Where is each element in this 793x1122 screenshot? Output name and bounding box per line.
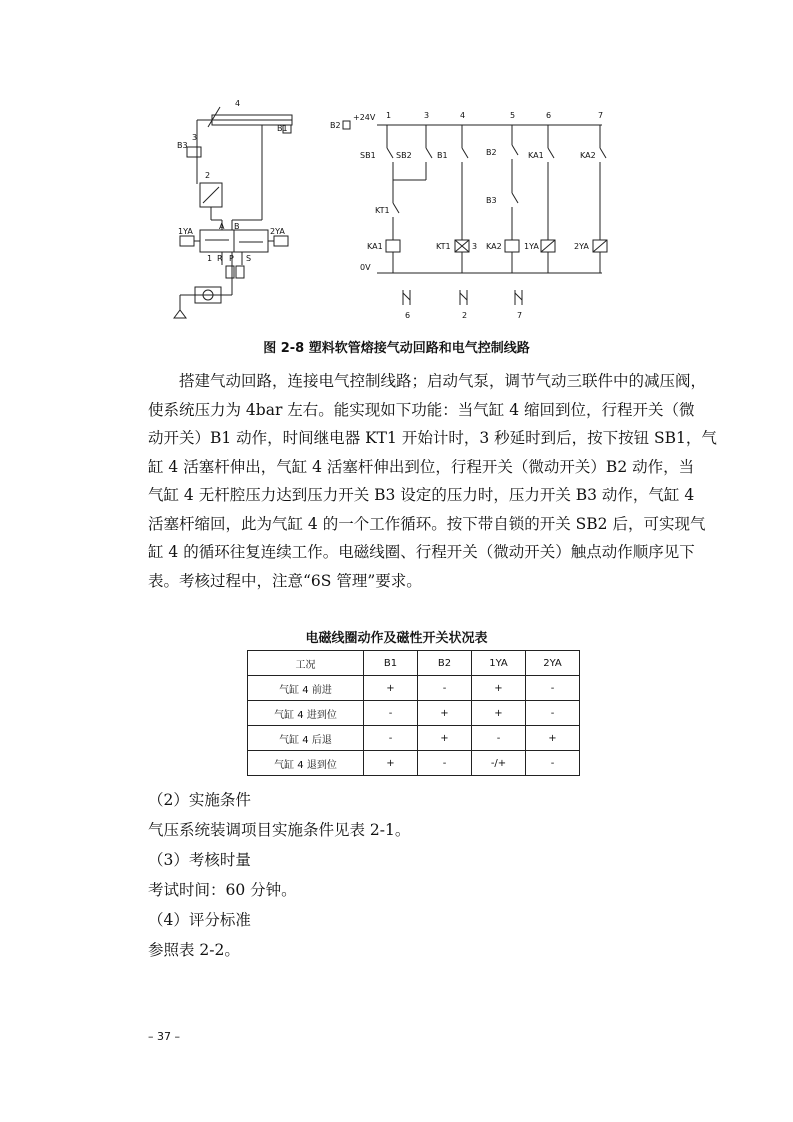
header-cell: 工况	[248, 651, 364, 676]
table-cell: -	[418, 751, 472, 776]
kt1-contact-label: KT1	[375, 206, 390, 215]
1ya-coil-label: 1YA	[524, 242, 539, 251]
table-cell: +	[364, 751, 418, 776]
column-7-label: 7	[598, 111, 604, 120]
paragraph-line: 表。考核过程中，注意“6S 管理”要求。	[148, 571, 422, 590]
table-row	[248, 701, 580, 726]
port-r-label: R	[217, 254, 223, 263]
ka1-coil-label: KA1	[367, 242, 383, 251]
table-row	[248, 726, 580, 751]
table-cell: 气缸 4 进到位	[248, 701, 364, 726]
sb2-label: SB2	[396, 151, 412, 160]
ref-6-label: 6	[405, 311, 411, 320]
table-cell: +	[418, 701, 472, 726]
table-cell: +	[364, 676, 418, 701]
table-header-row	[248, 651, 580, 676]
port-1-label: 1	[207, 254, 213, 263]
sb1-label: SB1	[360, 151, 376, 160]
paragraph-line: 搭建气动回路，连接电气控制线路；启动气泵，调节气动三联件中的减压阀，	[179, 372, 707, 390]
table-cell: -	[472, 726, 526, 751]
table-cell: -	[526, 676, 580, 701]
paragraph-line: 使系统压力为 4bar 左右。能实现如下功能：当气缸 4 缩回到位，行程开关（微	[148, 400, 695, 419]
table-cell: +	[472, 676, 526, 701]
body-paragraph	[148, 367, 717, 595]
paragraph-line: 活塞杆缩回，此为气缸 4 的一个工作循环。按下带自锁的开关 SB2 后，可实现气	[148, 514, 706, 533]
b1-switch-label: B1	[277, 124, 288, 133]
port-a-label: A	[219, 222, 225, 231]
table-cell: 气缸 4 退到位	[248, 751, 364, 776]
port-p-label: P	[229, 254, 234, 263]
paragraph-line: 缸 4 活塞杆伸出，气缸 4 活塞杆伸出到位，行程开关（微动开关）B2 动作，当	[148, 457, 695, 476]
table-title: 电磁线圈动作及磁性开关状况表	[305, 631, 488, 646]
section-4-text: 参照表 2-2。	[148, 941, 240, 959]
table-cell: -/+	[472, 751, 526, 776]
header-cell: 1YA	[472, 651, 526, 676]
port-s-label: S	[246, 254, 252, 263]
kt1-value-label: 3	[472, 242, 478, 251]
cylinder-label: 4	[235, 99, 241, 108]
port-b-label: B	[234, 222, 240, 231]
plus24v-label: +24V	[353, 113, 376, 122]
column-6-label: 6	[546, 111, 552, 120]
b1-contact-label: B1	[437, 151, 448, 160]
table-cell: 气缸 4 后退	[248, 726, 364, 751]
section-2-heading: （2）实施条件	[148, 791, 251, 809]
zero-v-label: 0V	[360, 263, 371, 272]
table-cell: +	[418, 726, 472, 751]
section-4-heading: （4）评分标准	[148, 911, 251, 929]
b3-label: B3	[177, 141, 188, 150]
b3-contact-label: B3	[486, 196, 497, 205]
ref-2-label: 2	[462, 311, 468, 320]
table-cell: -	[526, 701, 580, 726]
column-4-label: 4	[460, 111, 466, 120]
ref-7-label: 7	[517, 311, 523, 320]
table-cell: 气缸 4 前进	[248, 676, 364, 701]
2ya-coil-label: 2YA	[574, 242, 589, 251]
paragraph-line: 气缸 4 无杆腔压力达到压力开关 B3 设定的压力时，压力开关 B3 动作，气缸 4	[148, 486, 695, 504]
table-cell: -	[364, 726, 418, 751]
circuit-diagram	[150, 90, 650, 335]
solenoid-status-table	[247, 650, 580, 776]
table-row	[248, 676, 580, 701]
table-cell: -	[526, 751, 580, 776]
figure-caption: 图 2-8 塑料软管熔接气动回路和电气控制线路	[263, 341, 530, 356]
table-cell: +	[526, 726, 580, 751]
ka2-contact-label: KA2	[580, 151, 596, 160]
b2-contact-label: B2	[486, 148, 497, 157]
paragraph-line: 动开关）B1 动作，时间继电器 KT1 开始计时，3 秒延时到后，按下按钮 SB1，气	[148, 429, 717, 447]
column-5-label: 5	[510, 111, 516, 120]
cylinder-adjust-arrow	[208, 107, 220, 127]
solenoid-1ya-label: 1YA	[178, 227, 193, 236]
table-cell: -	[418, 676, 472, 701]
solenoid-2ya-label: 2YA	[270, 227, 285, 236]
pneu-label-3: 3	[192, 133, 198, 142]
paragraph-line: 缸 4 的循环往复连续工作。电磁线圈、行程开关（微动开关）触点动作顺序见下	[148, 543, 695, 561]
header-cell: 2YA	[526, 651, 580, 676]
column-3-label: 3	[424, 111, 430, 120]
pneu-label-2: 2	[205, 171, 211, 180]
column-1-label: 1	[386, 111, 392, 120]
kt1-coil-label: KT1	[436, 242, 451, 251]
table-cell: -	[364, 701, 418, 726]
header-cell: B2	[418, 651, 472, 676]
page-number: – 37 –	[148, 1030, 180, 1043]
table-cell: +	[472, 701, 526, 726]
header-cell: B1	[364, 651, 418, 676]
section-3-text: 考试时间：60 分钟。	[148, 881, 297, 899]
ka2-coil-label: KA2	[486, 242, 502, 251]
ka1-contact-label: KA1	[528, 151, 544, 160]
b2-top-label: B2	[330, 121, 341, 130]
section-3-heading: （3）考核时量	[148, 851, 251, 869]
table-row	[248, 751, 580, 776]
section-2-text: 气压系统装调项目实施条件见表 2-1。	[148, 821, 411, 839]
circuit-figure	[150, 90, 650, 335]
